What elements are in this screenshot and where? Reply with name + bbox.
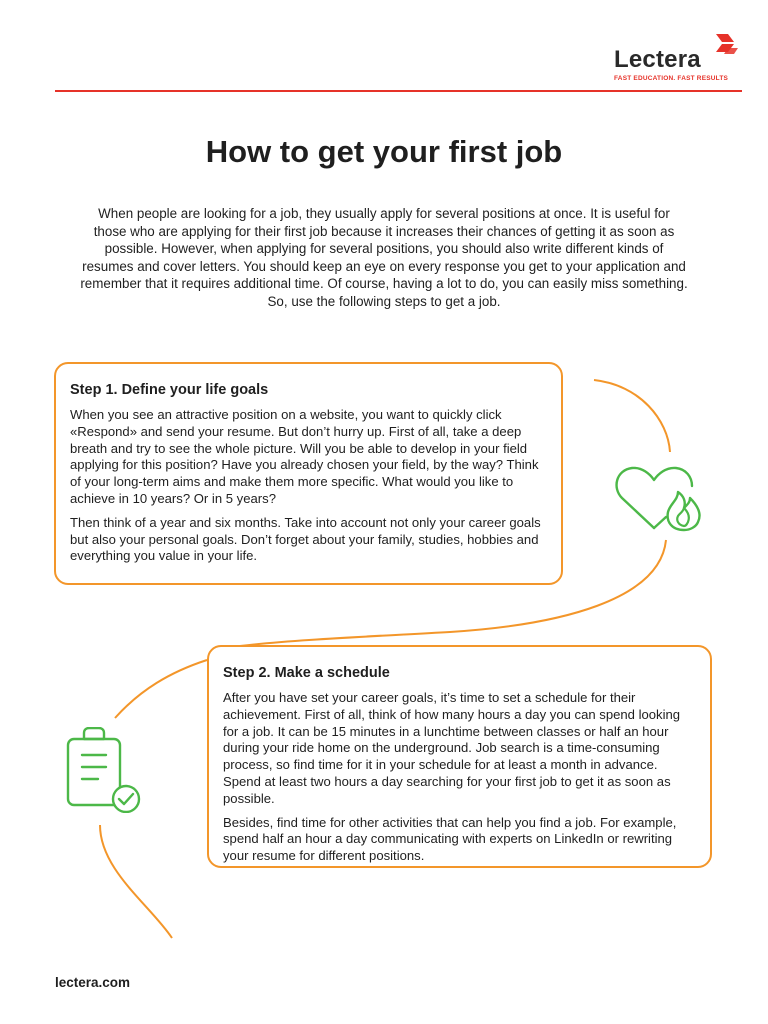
heart-fire-icon [612,462,704,534]
connector-bottom [100,825,172,938]
clipboard-check-icon [62,727,148,813]
step-2-paragraph-2: Besides, find time for other activities that can help you find a job. For example, spend half an hour a day communicating with experts on LinkedIn or rewriting your resume for different positions. [223,814,677,864]
step-2-title: Step 2. Make a schedule [223,665,390,681]
step-1-paragraph-2: Then think of a year and six months. Take into account not only your career goals but also your personal goals. Don’t forget about your family, studies, hobbies and everything you value in your life. [70,514,541,564]
footer-website: lectera.com [55,975,131,990]
step-1-paragraph-1: When you see an attractive position on a website, you want to quickly click «Respond» and send your resume. But don’t hurry up. First of all, take a deep breath and try to see the whole picture. Will you be able to develop in your field applying for this position? Have you already chosen your field, by the way? Think of your long-term aims and make them more specific. What would you like to achieve in 10 years? Or in 5 years? [70,407,539,506]
step-card-2 [207,645,712,868]
connector-top-right [594,380,670,452]
intro-paragraph: When people are looking for a job, they usually apply for several positions at once. It is useful for those who are applying for their first job because it increases their chances of getting it as soon as possible. However, when applying for several positions, you should also write different kinds of resumes and cover letters. You should keep an eye on every response you get to your application and remember that it requires additional time. Of course, having a lot to do, you can easily miss something. So, use the following steps to get a job. [80,206,688,309]
step-2-paragraph-1: After you have set your career goals, it’s time to set a schedule for their achievement. First of all, think of how many hours a day you can spend looking for a job. It can be 15 minutes in a lunchtime between classes or half an hour during your ride home on the underground. Job search is a time-consuming process, so find time for it in your schedule for at least a month in advance. Spend at least two hours a day searching for your first job to get it as soon as possible. [223,690,681,806]
brand-tagline: FAST EDUCATION. FAST RESULTS [614,75,729,82]
step-card-1 [54,362,563,585]
step-1-title: Step 1. Define your life goals [70,382,269,398]
brand-name: Lectera [614,46,701,73]
connector-left-top [115,660,207,718]
page-title: How to get your first job [205,134,563,169]
